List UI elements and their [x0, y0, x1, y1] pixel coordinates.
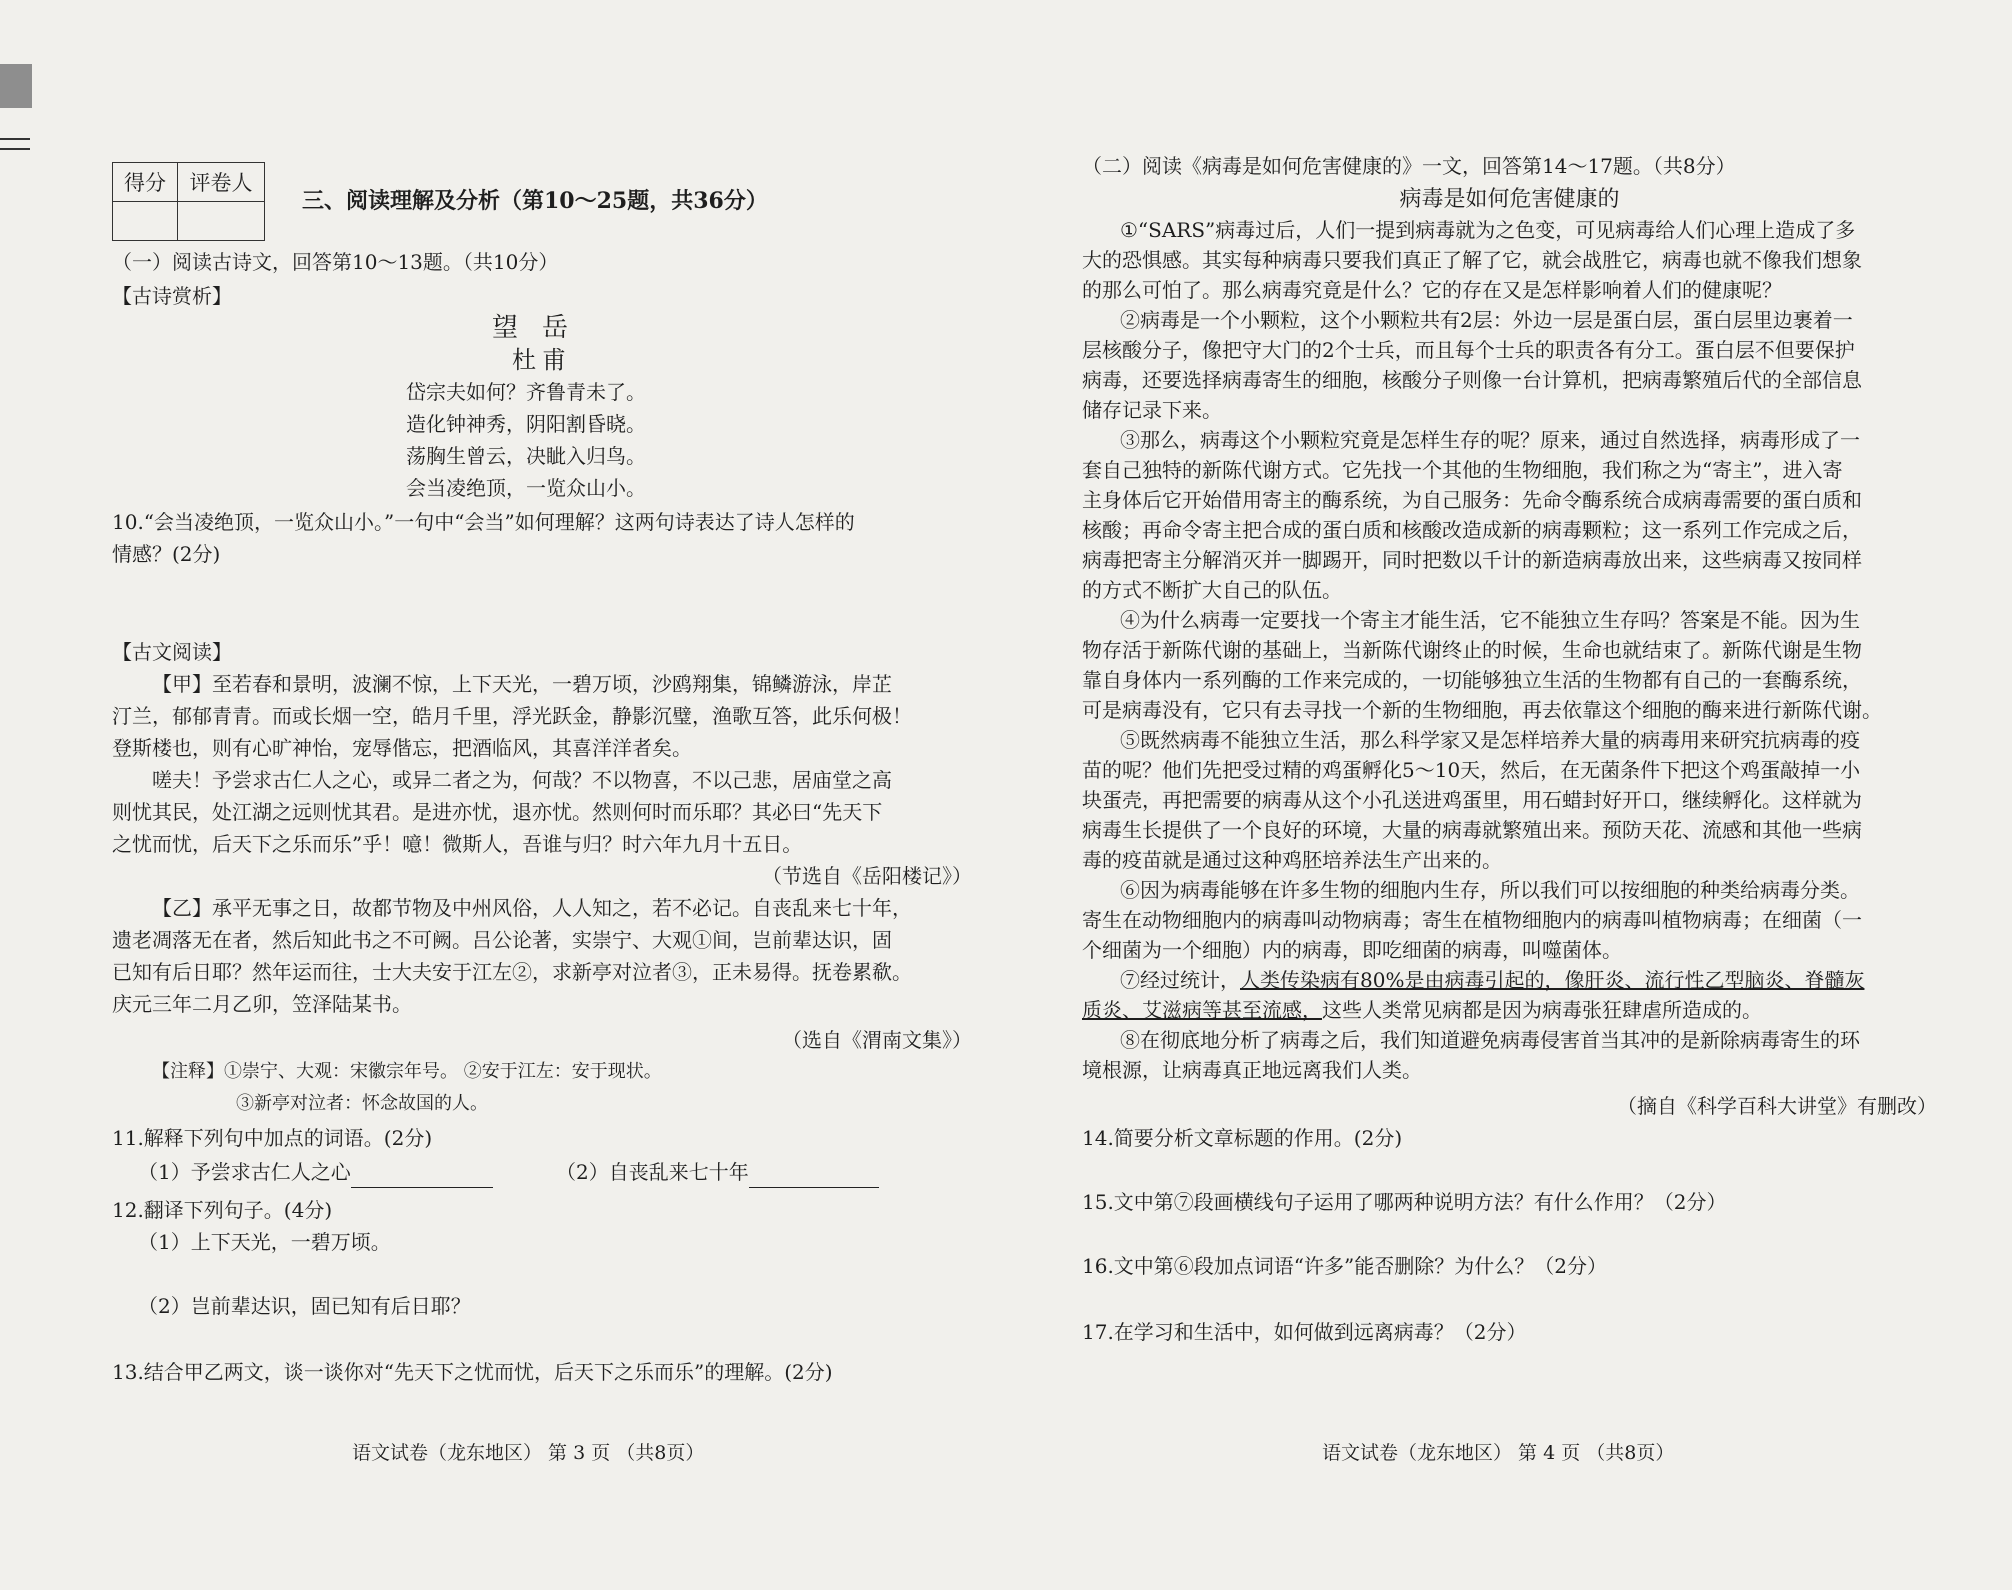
part1-intro: （一）阅读古诗文，回答第10～13题。（共10分） — [112, 250, 559, 274]
question-10: 10.“会当凌绝顶，一览众山小。”一句中“会当”如何理解？这两句诗表达了诗人怎样的 — [112, 510, 855, 534]
jia-source: （节选自《岳阳楼记》） — [762, 864, 972, 888]
q11-blank-2[interactable] — [749, 1165, 879, 1188]
yi-line: 遗老凋落无在者，然后知此书之不可阙。吕公论著，实崇宁、大观①间，岂前辈达识，固 — [112, 928, 892, 952]
q11-item-1 — [138, 1156, 493, 1188]
question-12: 12.翻译下列句子。(4分) — [112, 1198, 333, 1222]
para-4-line: 可是病毒没有，它只有去寻找一个新的生物细胞，再去依靠这个细胞的酶来进行新陈代谢。 — [1082, 698, 1882, 722]
para-3-line: 的方式不断扩大自己的队伍。 — [1082, 578, 1342, 602]
para-2-line: 层核酸分子，像把守大门的2个士兵，而且每个士兵的职责各有分工。蛋白层不但要保护 — [1082, 338, 1855, 362]
classical-heading: 【古文阅读】 — [112, 640, 232, 664]
para-2-line: ②病毒是一个小颗粒，这个小颗粒共有2层：外边一层是蛋白层，蛋白层里边裹着一 — [1120, 308, 1853, 332]
para-8-line: ⑧在彻底地分析了病毒之后，我们知道避免病毒侵害首当其冲的是新除病毒寄生的环 — [1120, 1028, 1860, 1052]
para-1-line: ①“SARS”病毒过后，人们一提到病毒就为之色变，可见病毒给人们心理上造成了多 — [1120, 218, 1856, 242]
page-footer: 语文试卷（龙东地区） 第 4 页 （共8页） — [1322, 1442, 1675, 1464]
yi-line: 庆元三年二月乙卯，笠泽陆某书。 — [112, 992, 412, 1016]
poem-line: 岱宗夫如何？齐鲁青未了。 — [406, 380, 646, 404]
question-14: 14.简要分析文章标题的作用。(2分) — [1082, 1126, 1403, 1150]
q11-blank-1[interactable] — [351, 1165, 493, 1188]
poem-author: 杜甫 — [512, 346, 572, 374]
section-title: 三、阅读理解及分析（第10～25题，共36分） — [302, 188, 768, 214]
article-title: 病毒是如何危害健康的 — [1399, 187, 1620, 212]
score-cell[interactable] — [113, 202, 178, 241]
yi-line: 已知有后日耶？然年运而往，士大夫安于江左②，求新亭对泣者③，正未易得。抚卷累欷。 — [112, 960, 912, 984]
score-table — [112, 162, 265, 241]
para-3-line: 病毒把寄主分解消灭并一脚踢开，同时把数以千计的新造病毒放出来，这些病毒又按同样 — [1082, 548, 1862, 572]
yi-source: （选自《渭南文集》） — [782, 1028, 972, 1052]
binding-mark — [0, 138, 30, 150]
jia-line: 之忧而忧，后天下之乐而乐”乎！噫！微斯人，吾谁与归？时六年九月十五日。 — [112, 832, 803, 856]
notes-line: 【注释】①崇宁、大观：宋徽宗年号。 ②安于江左：安于现状。 — [152, 1061, 662, 1082]
para-6-line: ⑥因为病毒能够在许多生物的细胞内生存，所以我们可以按细胞的种类给病毒分类。 — [1120, 878, 1860, 902]
score-header: 得分 — [113, 163, 178, 202]
para-2-line: 储存记录下来。 — [1082, 398, 1222, 422]
para-7-suffix: 这些人类常见病都是因为病毒张狂肆虐所造成的。 — [1322, 998, 1762, 1022]
para-8-line: 境根源，让病毒真正地远离我们人类。 — [1082, 1058, 1422, 1082]
poem-line: 会当凌绝顶，一览众山小。 — [406, 476, 646, 500]
para-5-line: 病毒生长提供了一个良好的环境，大量的病毒就繁殖出来。预防天花、流感和其他一些病 — [1082, 818, 1862, 842]
q12-item-2: （2）岂前辈达识，固已知有后日耶？ — [138, 1294, 471, 1318]
para-5-line: 苗的呢？他们先把受过精的鸡蛋孵化5～10天，然后，在无菌条件下把这个鸡蛋敲掉一小 — [1082, 758, 1861, 782]
question-11: 11.解释下列句中加点的词语。(2分) — [112, 1126, 433, 1150]
para-7-line — [1082, 994, 1762, 1026]
jia-line: 嗟夫！予尝求古仁人之心，或异二者之为，何哉？不以物喜，不以己悲，居庙堂之高 — [152, 768, 892, 792]
question-16: 16.文中第⑥段加点词语“许多”能否删除？为什么？（2分） — [1082, 1254, 1607, 1278]
q12-item-1: （1）上下天光，一碧万顷。 — [138, 1230, 391, 1254]
poem-line: 造化钟神秀，阴阳割昏晓。 — [406, 412, 646, 436]
para-4-line: 物存活于新陈代谢的基础上，当新陈代谢终止的时候，生命也就结束了。新陈代谢是生物 — [1082, 638, 1862, 662]
para-3-line: ③那么，病毒这个小颗粒究竟是怎样生存的呢？原来，通过自然选择，病毒形成了一 — [1120, 428, 1860, 452]
para-5-line: ⑤既然病毒不能独立生活，那么科学家又是怎样培养大量的病毒用来研究抗病毒的疫 — [1120, 728, 1860, 752]
part2-intro: （二）阅读《病毒是如何危害健康的》一文，回答第14～17题。（共8分） — [1082, 154, 1736, 178]
question-13: 13.结合甲乙两文，谈一谈你对“先天下之忧而忧，后天下之乐而乐”的理解。(2分) — [112, 1360, 833, 1384]
para-5-line: 毒的疫苗就是通过这种鸡胚培养法生产出来的。 — [1082, 848, 1502, 872]
answer-area-10[interactable] — [112, 570, 972, 632]
para-1-line: 的那么可怕了。那么病毒究竟是什么？它的存在又是怎样影响着人们的健康呢？ — [1082, 278, 1782, 302]
para-3-line: 套自己独特的新陈代谢方式。它先找一个其他的生物细胞，我们称之为“寄主”，进入寄 — [1082, 458, 1843, 482]
para-7-underlined-sentence-cont: 质炎、艾滋病等甚至流感， — [1082, 998, 1322, 1022]
article-source: （摘自《科学百科大讲堂》有删改） — [1617, 1094, 1937, 1118]
poem-title: 望岳 — [491, 313, 592, 343]
page-footer: 语文试卷（龙东地区） 第 3 页 （共8页） — [352, 1442, 705, 1464]
grader-header: 评卷人 — [178, 163, 265, 202]
yi-line: 【乙】承平无事之日，故都节物及中州风俗，人人知之，若不必记。自丧乱来七十年， — [152, 896, 912, 920]
jia-line: 【甲】至若春和景明，波澜不惊，上下天光，一碧万顷，沙鸥翔集，锦鳞游泳，岸芷 — [152, 672, 892, 696]
para-1-line: 大的恐惧感。其实每种病毒只要我们真正了解了它，就会战胜它，病毒也就不像我们想象 — [1082, 248, 1862, 272]
jia-line: 则忧其民，处江湖之远则忧其君。是进亦忧，退亦忧。然则何时而乐耶？其必曰“先天下 — [112, 800, 883, 824]
binding-tab — [0, 64, 32, 108]
para-7-prefix: ⑦经过统计， — [1120, 968, 1240, 992]
para-4-line: 靠自身体内一系列酶的工作来完成的，一切能够独立生活的生物都有自己的一套酶系统， — [1082, 668, 1862, 692]
question-17: 17.在学习和生活中，如何做到远离病毒？（2分） — [1082, 1320, 1527, 1344]
para-7-underlined-sentence: 人类传染病有80%是由病毒引起的，像肝炎、流行性乙型脑炎、脊髓灰 — [1240, 968, 1865, 992]
jia-line: 汀兰，郁郁青青。而或长烟一空，皓月千里，浮光跃金，静影沉璧，渔歌互答，此乐何极！ — [112, 704, 912, 728]
grader-cell[interactable] — [178, 202, 265, 241]
q11-item-2-text: （2）自丧乱来七十年 — [556, 1160, 749, 1184]
para-7-line — [1120, 964, 1864, 996]
poem-heading: 【古诗赏析】 — [112, 284, 232, 308]
question-15: 15.文中第⑦段画横线句子运用了哪两种说明方法？有什么作用？（2分） — [1082, 1190, 1727, 1214]
para-5-line: 块蛋壳，再把需要的病毒从这个小孔送进鸡蛋里，用石蜡封好开口，继续孵化。这样就为 — [1082, 788, 1862, 812]
question-10-cont: 情感？(2分) — [112, 542, 221, 566]
q11-item-1-text: （1）予尝求古仁人之心 — [138, 1160, 351, 1184]
para-4-line: ④为什么病毒一定要找一个寄主才能生活，它不能独立生存吗？答案是不能。因为生 — [1120, 608, 1860, 632]
para-3-line: 核酸；再命令寄主把合成的蛋白质和核酸改造成新的病毒颗粒；这一系列工作完成之后， — [1082, 518, 1862, 542]
notes-line: ③新亭对泣者：怀念故国的人。 — [236, 1093, 488, 1114]
q11-item-2 — [556, 1156, 879, 1188]
para-3-line: 主身体后它开始借用寄主的酶系统，为自己服务：先命令酶系统合成病毒需要的蛋白质和 — [1082, 488, 1862, 512]
para-6-line: 寄生在动物细胞内的病毒叫动物病毒；寄生在植物细胞内的病毒叫植物病毒；在细菌（一 — [1082, 908, 1862, 932]
jia-line: 登斯楼也，则有心旷神怡，宠辱偕忘，把酒临风，其喜洋洋者矣。 — [112, 736, 692, 760]
para-2-line: 病毒，还要选择病毒寄生的细胞，核酸分子则像一台计算机，把病毒繁殖后代的全部信息 — [1082, 368, 1862, 392]
poem-line: 荡胸生曾云，决眦入归鸟。 — [406, 444, 646, 468]
para-6-line: 个细菌为一个细胞）内的病毒，即吃细菌的病毒，叫噬菌体。 — [1082, 938, 1622, 962]
